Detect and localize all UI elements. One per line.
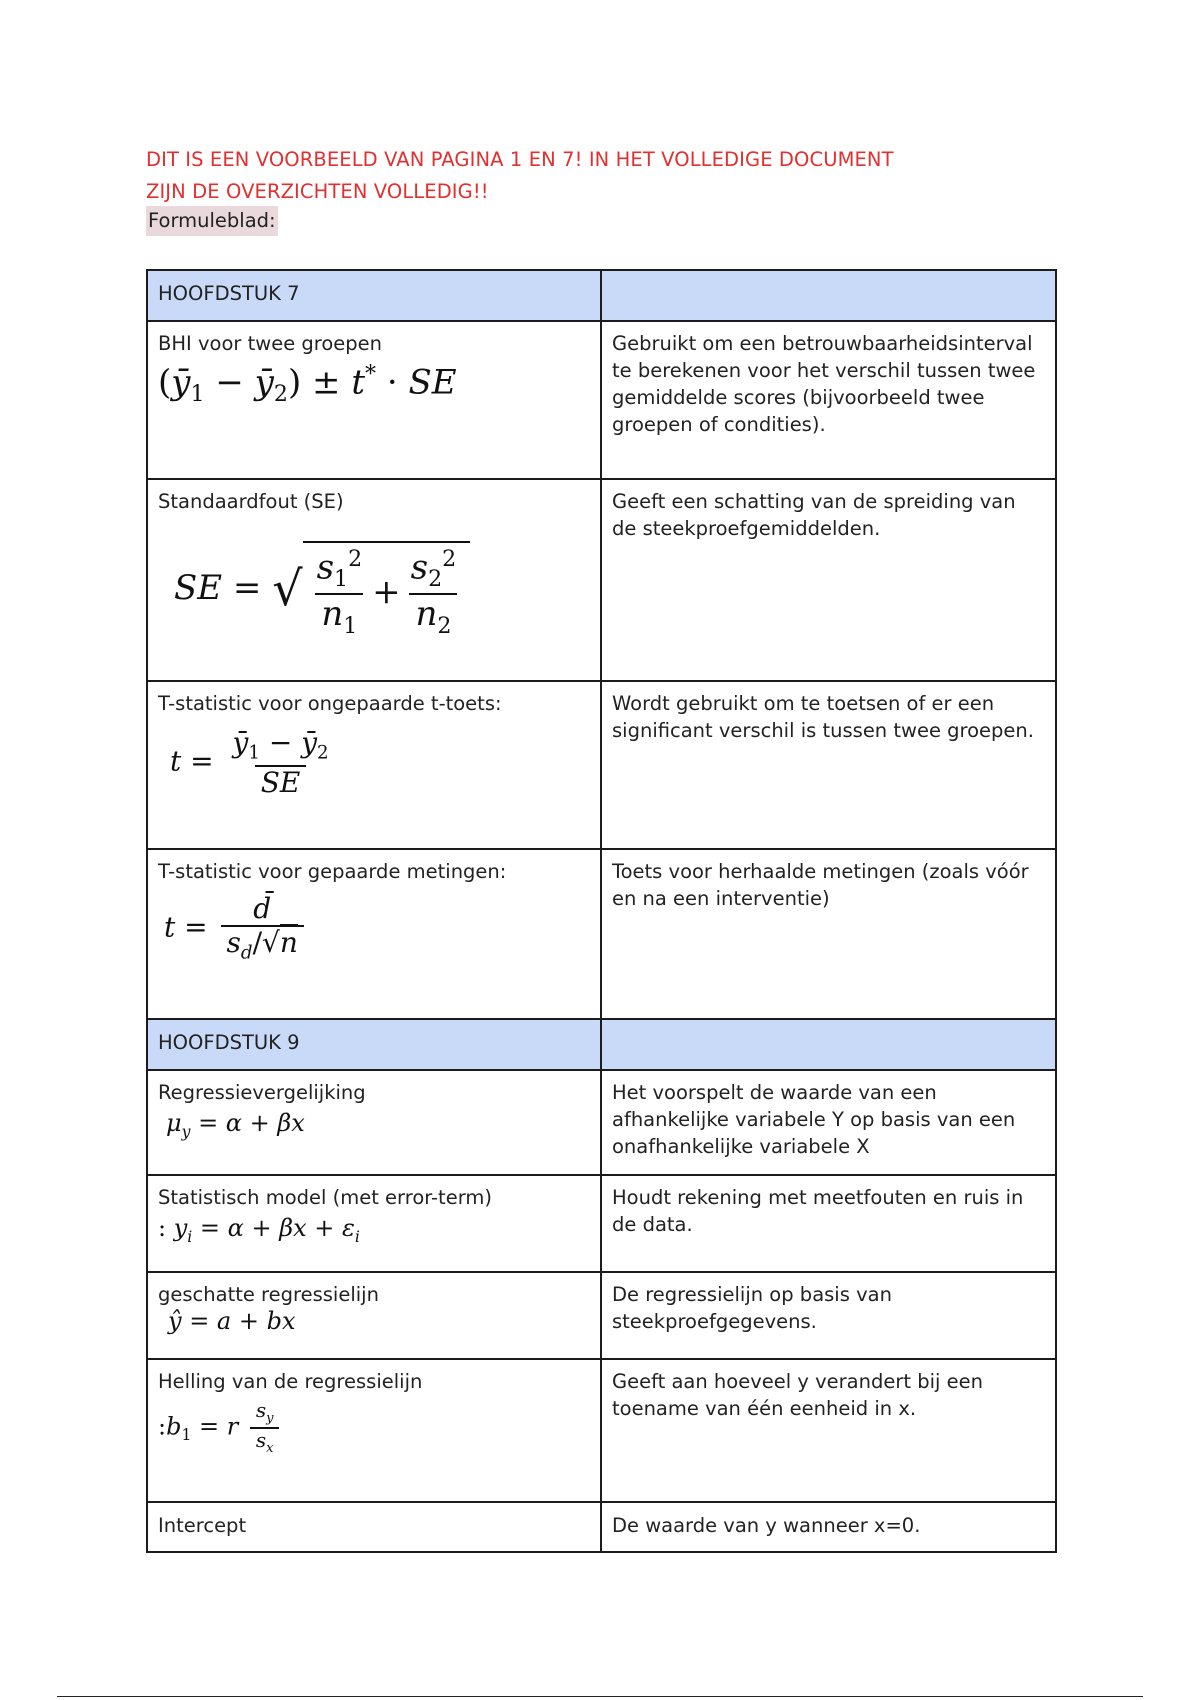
formula-statistical-model: : $y_i = \alpha + \beta x + \varepsilon_i$ bbox=[158, 1214, 360, 1246]
formula-title: Statistisch model (met error-term) bbox=[158, 1186, 492, 1209]
formula-unpaired-t: t = $\frac{ȳ_1 - ȳ_2}{SE}$ bbox=[170, 726, 329, 799]
formula-title: Standaardfout (SE) bbox=[158, 490, 344, 513]
chapter-header-row bbox=[147, 1019, 1056, 1070]
description-cell: Gebruikt om een betrouwbaarheidsinterval te berekenen voor het verschil tussen twee gemiddelde scores (bijvoorbeeld twee groepen of condities). bbox=[601, 321, 1056, 479]
table-row bbox=[147, 1359, 1056, 1502]
chapter-heading-empty bbox=[601, 1019, 1056, 1070]
preview-notice-line2: ZIJN DE OVERZICHTEN VOLLEDIG!! bbox=[146, 180, 489, 203]
chapter-header-row bbox=[147, 270, 1056, 321]
preview-notice-line1: DIT IS EEN VOORBEELD VAN PAGINA 1 EN 7! IN HET VOLLEDIGE DOCUMENT bbox=[146, 148, 894, 171]
formula-title: Helling van de regressielijn bbox=[158, 1370, 423, 1393]
formula-standard-error: SE = √ $\frac{s_1^2}{n_1}$ + $\frac{s_2^2}{n_2}$ bbox=[174, 541, 590, 639]
description-cell: Geeft aan hoeveel y verandert bij een toename van één eenheid in x. bbox=[601, 1359, 1056, 1502]
description-cell: De regressielijn op basis van steekproefgegevens. bbox=[601, 1272, 1056, 1359]
formula-cell bbox=[147, 1175, 601, 1272]
formula-title: T-statistic voor gepaarde metingen: bbox=[158, 860, 507, 883]
formula-paired-t: t = $\frac{d̄}{s_d/√n}$ bbox=[164, 893, 590, 965]
description-cell: Het voorspelt de waarde van een afhankelijke variabele Y op basis van een onafhankelijke variabele X bbox=[601, 1070, 1056, 1175]
description-cell: Wordt gebruikt om te toetsen of er een significant verschil is tussen twee groepen. bbox=[601, 681, 1056, 849]
page-bottom-rule bbox=[57, 1696, 1143, 1697]
formula-title: geschatte regressielijn bbox=[158, 1283, 379, 1306]
formula-title: T-statistic voor ongepaarde t-toets: bbox=[158, 692, 502, 715]
formula-regression-equation: $\mu_y = \alpha + \beta x$ bbox=[166, 1109, 305, 1141]
formula-title: Intercept bbox=[147, 1502, 601, 1552]
description-cell: De waarde van y wanneer x=0. bbox=[601, 1502, 1056, 1552]
description-cell: Houdt rekening met meetfouten en ruis in de data. bbox=[601, 1175, 1056, 1272]
formula-cell bbox=[147, 479, 601, 681]
preview-notice bbox=[146, 144, 1046, 208]
table-row bbox=[147, 849, 1056, 1019]
formula-cell bbox=[147, 1272, 601, 1359]
formula-cell bbox=[147, 1359, 601, 1502]
description-cell: Geeft een schatting van de spreiding van de steekproefgemiddelden. bbox=[601, 479, 1056, 681]
table-row bbox=[147, 321, 1056, 479]
formula-cell bbox=[147, 681, 601, 849]
formula-cell bbox=[147, 1070, 601, 1175]
chapter-heading-empty bbox=[601, 270, 1056, 321]
description-cell: Toets voor herhaalde metingen (zoals vóór en na een interventie) bbox=[601, 849, 1056, 1019]
formula-cell bbox=[147, 849, 601, 1019]
table-row bbox=[147, 1502, 1056, 1552]
sheet-label: Formuleblad: bbox=[146, 206, 278, 236]
formula-estimated-regression-line: ŷ = a + bx bbox=[168, 1307, 296, 1335]
formula-slope: $:b_1 = r$ $\frac{s_y}{s_x}$ bbox=[158, 1399, 590, 1457]
table-row bbox=[147, 479, 1056, 681]
chapter-heading: HOOFDSTUK 9 bbox=[147, 1019, 601, 1070]
formula-cell bbox=[147, 321, 601, 479]
formula-title: BHI voor twee groepen bbox=[158, 332, 383, 355]
formula-table bbox=[146, 269, 1057, 1553]
formula-title: Regressievergelijking bbox=[158, 1081, 366, 1104]
formula-ci-two-groups: ($ȳ_1$ − $ȳ_2) \pm t^*$ · SE bbox=[158, 361, 457, 408]
table-row bbox=[147, 1272, 1056, 1359]
table-row bbox=[147, 1175, 1056, 1272]
chapter-heading: HOOFDSTUK 7 bbox=[147, 270, 601, 321]
table-row bbox=[147, 681, 1056, 849]
table-row bbox=[147, 1070, 1056, 1175]
